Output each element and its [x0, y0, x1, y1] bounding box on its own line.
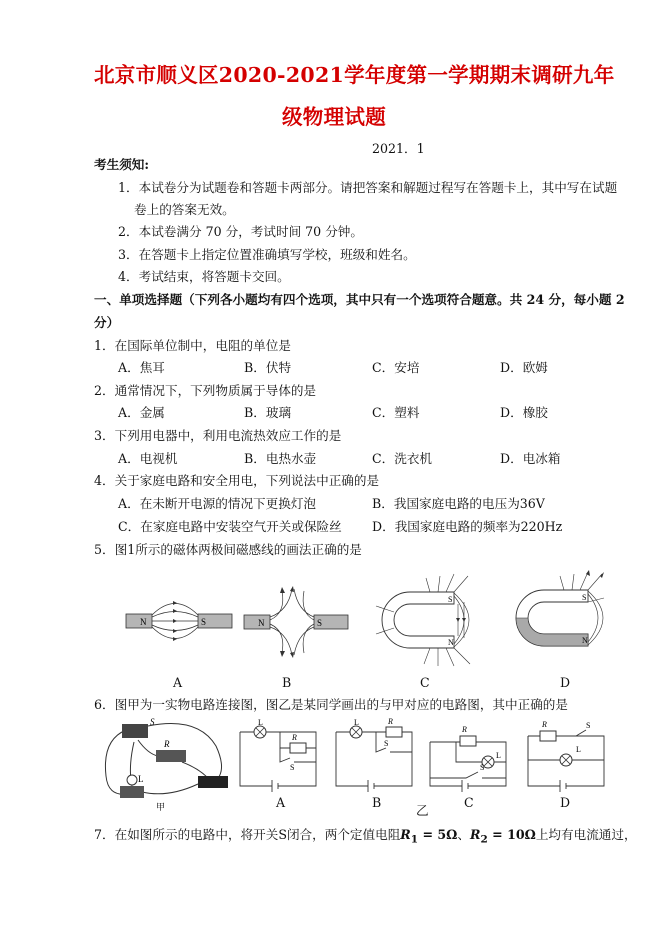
figure-label: C [420, 675, 430, 690]
resistor-label: R [164, 739, 170, 749]
question-stem: 2．通常情况下，下列物质属于导体的是 [94, 383, 317, 398]
figure-label: D [560, 675, 571, 690]
section-heading: 一、单项选择题（下列各小题均有四个选项，其中只有一个选项符合题意。共 24 分，每小题 2 [94, 292, 625, 307]
notice-item: 1．本试卷分为试题卷和答题卡两部分。请把答案和解题过程写在答题卡上，其中写在试题 [118, 180, 618, 195]
option-c: C．在家庭电路中安装空气开关或保险丝 [118, 519, 342, 534]
svg-text:R: R [388, 717, 393, 726]
figure-label: A [276, 795, 286, 810]
option-b: B．玻璃 [244, 405, 292, 420]
section-heading-cont: 分） [94, 315, 120, 330]
svg-text:S: S [480, 763, 485, 772]
svg-text:L: L [354, 718, 359, 727]
title-line1: 北京市顺义区2020-2021学年度第一学期期末调研九年 [94, 63, 615, 87]
magnet-figure-b [244, 583, 350, 663]
lamp-label: L [138, 774, 144, 784]
magnet-figure-c [374, 572, 486, 668]
physical-circuit-figure [98, 716, 238, 812]
circuit-diagram-b [332, 717, 418, 794]
figure-label: C [464, 795, 474, 810]
option-d: D．电冰箱 [500, 451, 561, 466]
notice-item: 卷上的答案无效。 [134, 202, 235, 217]
option-a: A．焦耳 [118, 360, 165, 375]
circuit-diagram-a [236, 718, 322, 794]
pole-s: S [582, 593, 587, 602]
figure-label-yi: 乙 [416, 803, 429, 818]
option-d: D．橡胶 [500, 405, 548, 420]
notice-item: 3．在答题卡上指定位置准确填写学校，班级和姓名。 [118, 247, 416, 262]
question-stem: 1．在国际单位制中，电阻的单位是 [94, 338, 291, 353]
figure-label: D [560, 795, 571, 810]
option-a: A．在未断开电源的情况下更换灯泡 [118, 496, 317, 511]
svg-text:R: R [292, 733, 297, 742]
figure-label: B [282, 675, 292, 690]
pole-n: N [258, 618, 265, 628]
pole-n: N [582, 636, 588, 645]
svg-text:R: R [462, 725, 467, 734]
svg-text:S: S [384, 739, 389, 748]
question-stem: 6．图甲为一实物电路连接图，图乙是某同学画出的与甲对应的电路图，其中正确的是 [94, 697, 568, 712]
figure-label-jia: 甲 [156, 802, 166, 812]
pole-s: S [317, 618, 323, 628]
pole-s: S [201, 617, 207, 627]
option-d: D．欧姆 [500, 360, 548, 375]
option-a: A．电视机 [118, 451, 178, 466]
notice-item: 2．本试卷满分 70 分，考试时间 70 分钟。 [118, 224, 363, 239]
svg-text:R: R [542, 720, 547, 729]
svg-text:L: L [258, 718, 263, 727]
svg-text:L: L [496, 751, 501, 760]
circuit-diagram-d [524, 722, 610, 794]
question-stem: 5．图1所示的磁体两极间磁感线的画法正确的是 [94, 542, 362, 557]
option-c: C．塑料 [372, 405, 420, 420]
svg-text:S: S [586, 721, 591, 730]
title-line2: 级物理试题 [282, 105, 386, 129]
option-c: C．洗衣机 [372, 451, 433, 466]
svg-text:S: S [290, 763, 295, 772]
option-a: A．金属 [118, 405, 165, 420]
date: 2021．1 [372, 141, 425, 156]
notice-heading: 考生须知: [94, 157, 150, 172]
circuit-diagram-c [426, 722, 512, 794]
magnet-figure-a [126, 586, 236, 660]
pole-n: N [140, 617, 147, 627]
switch-label: S [150, 717, 155, 727]
option-b: B．电热水壶 [244, 451, 317, 466]
magnet-figure-d [506, 570, 618, 668]
pole-n: N [448, 638, 454, 647]
figure-label: B [372, 795, 382, 810]
question-stem: 7．在如图所示的电路中，将开关S闭合，两个定值电阻$R_1 = 5\Omega$、$R_2 = 10\Omega$上均有电流通过， [94, 827, 637, 846]
figure-label: A [173, 675, 183, 690]
option-b: B．伏特 [244, 360, 292, 375]
svg-text:L: L [576, 745, 581, 754]
notice-item: 4．考试结束，将答题卡交回。 [118, 269, 290, 284]
question-stem: 3．下列用电器中，利用电流热效应工作的是 [94, 428, 342, 443]
question-stem: 4．关于家庭电路和安全用电，下列说法中正确的是 [94, 473, 380, 488]
option-d: D．我国家庭电路的频率为220Hz [372, 519, 563, 534]
option-c: C．安培 [372, 360, 420, 375]
pole-s: S [448, 595, 453, 604]
option-b: B．我国家庭电路的电压为36V [372, 496, 545, 511]
